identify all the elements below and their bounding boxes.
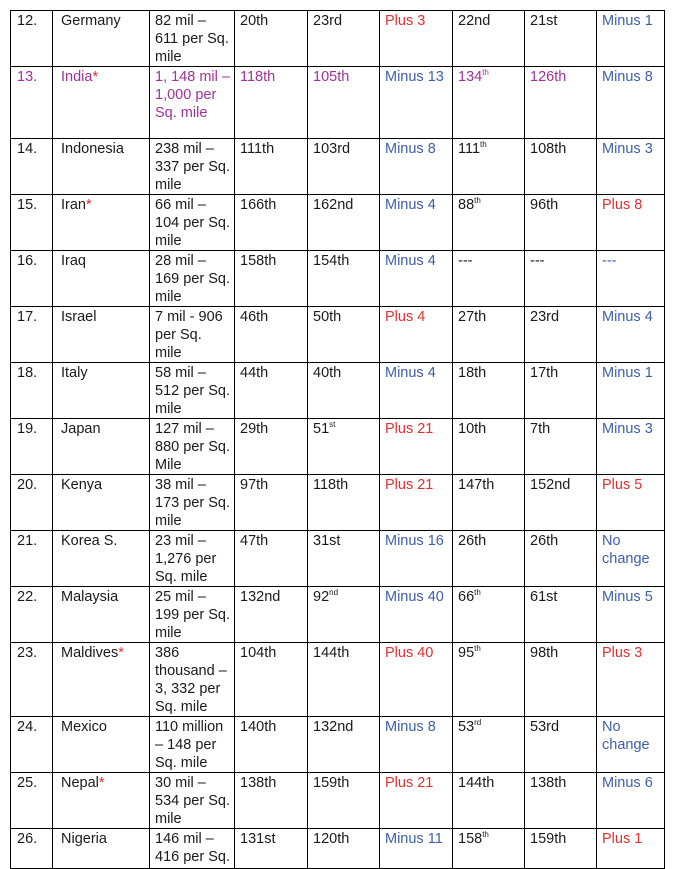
row-number: 19. xyxy=(11,419,53,475)
rank-change-2: No change xyxy=(597,717,665,773)
rank-1: 20th xyxy=(235,11,308,67)
table-row xyxy=(11,773,665,829)
table-row xyxy=(11,307,665,363)
rank-4: 96th xyxy=(525,195,597,251)
table-row xyxy=(11,643,665,717)
population-density: 30 mil – 534 per Sq. mile xyxy=(150,773,235,829)
rank-2: 159th xyxy=(308,773,380,829)
country-name: Nepal* xyxy=(53,773,150,829)
rank-4: 138th xyxy=(525,773,597,829)
row-number: 24. xyxy=(11,717,53,773)
country-name: Japan xyxy=(53,419,150,475)
table-row xyxy=(11,67,665,139)
rank-1: 166th xyxy=(235,195,308,251)
row-number: 23. xyxy=(11,643,53,717)
rank-4: 61st xyxy=(525,587,597,643)
rank-1: 132nd xyxy=(235,587,308,643)
population-density: 7 mil - 906 per Sq. mile xyxy=(150,307,235,363)
rank-3: 95th xyxy=(453,643,525,717)
rank-1: 47th xyxy=(235,531,308,587)
rank-3: 158th xyxy=(453,829,525,869)
rank-change-1: Plus 21 xyxy=(380,419,453,475)
row-number: 13. xyxy=(11,67,53,139)
country-name: Kenya xyxy=(53,475,150,531)
rank-4: 17th xyxy=(525,363,597,419)
rank-1: 111th xyxy=(235,139,308,195)
row-number: 26. xyxy=(11,829,53,869)
population-density: 23 mil – 1,276 per Sq. mile xyxy=(150,531,235,587)
row-number: 12. xyxy=(11,11,53,67)
rank-1: 97th xyxy=(235,475,308,531)
rank-4: 7th xyxy=(525,419,597,475)
rank-2: 103rd xyxy=(308,139,380,195)
rank-2: 40th xyxy=(308,363,380,419)
rank-change-1: Plus 40 xyxy=(380,643,453,717)
country-name: India* xyxy=(53,67,150,139)
row-number: 21. xyxy=(11,531,53,587)
rank-2: 23rd xyxy=(308,11,380,67)
row-number: 14. xyxy=(11,139,53,195)
rank-2: 51st xyxy=(308,419,380,475)
population-density: 66 mil – 104 per Sq. mile xyxy=(150,195,235,251)
population-density: 1, 148 mil – 1,000 per Sq. mile xyxy=(150,67,235,139)
rank-1: 131st xyxy=(235,829,308,869)
rank-1: 29th xyxy=(235,419,308,475)
table-body xyxy=(11,11,665,869)
country-name: Italy xyxy=(53,363,150,419)
rank-2: 162nd xyxy=(308,195,380,251)
row-number: 18. xyxy=(11,363,53,419)
row-number: 16. xyxy=(11,251,53,307)
rank-4: 53rd xyxy=(525,717,597,773)
country-name: Iran* xyxy=(53,195,150,251)
rank-3: 147th xyxy=(453,475,525,531)
row-number: 20. xyxy=(11,475,53,531)
rank-change-2: Plus 1 xyxy=(597,829,665,869)
rank-3: 111th xyxy=(453,139,525,195)
table-row xyxy=(11,475,665,531)
rank-2: 105th xyxy=(308,67,380,139)
rank-change-2: No change xyxy=(597,531,665,587)
rank-4: 21st xyxy=(525,11,597,67)
row-number: 15. xyxy=(11,195,53,251)
rank-change-2: Minus 1 xyxy=(597,11,665,67)
rank-4: 159th xyxy=(525,829,597,869)
rank-change-2: Minus 1 xyxy=(597,363,665,419)
country-name: Maldives* xyxy=(53,643,150,717)
rank-2: 31st xyxy=(308,531,380,587)
rank-3: 18th xyxy=(453,363,525,419)
country-name: Iraq xyxy=(53,251,150,307)
table-row xyxy=(11,195,665,251)
rank-4: 98th xyxy=(525,643,597,717)
population-density: 127 mil – 880 per Sq. Mile xyxy=(150,419,235,475)
rank-3: 134th xyxy=(453,67,525,139)
rank-1: 104th xyxy=(235,643,308,717)
rank-change-1: Minus 4 xyxy=(380,251,453,307)
country-ranking-table xyxy=(10,10,665,869)
population-density: 25 mil – 199 per Sq. mile xyxy=(150,587,235,643)
rank-4: 152nd xyxy=(525,475,597,531)
country-name: Malaysia xyxy=(53,587,150,643)
rank-1: 158th xyxy=(235,251,308,307)
rank-change-1: Minus 4 xyxy=(380,195,453,251)
rank-change-2: Minus 3 xyxy=(597,139,665,195)
rank-change-2: --- xyxy=(597,251,665,307)
rank-4: --- xyxy=(525,251,597,307)
note-marker: * xyxy=(98,775,105,791)
population-density: 28 mil – 169 per Sq. mile xyxy=(150,251,235,307)
rank-3: 144th xyxy=(453,773,525,829)
rank-3: 88th xyxy=(453,195,525,251)
table-row xyxy=(11,419,665,475)
country-name: Nigeria xyxy=(53,829,150,869)
population-density: 386 thousand – 3, 332 per Sq. mile xyxy=(150,643,235,717)
rank-3: 26th xyxy=(453,531,525,587)
rank-3: 66th xyxy=(453,587,525,643)
rank-change-2: Minus 5 xyxy=(597,587,665,643)
rank-change-1: Plus 3 xyxy=(380,11,453,67)
row-number: 25. xyxy=(11,773,53,829)
country-name: Korea S. xyxy=(53,531,150,587)
table-row xyxy=(11,829,665,869)
rank-change-2: Plus 8 xyxy=(597,195,665,251)
row-number: 17. xyxy=(11,307,53,363)
rank-4: 108th xyxy=(525,139,597,195)
rank-3: --- xyxy=(453,251,525,307)
rank-1: 140th xyxy=(235,717,308,773)
rank-change-1: Minus 11 xyxy=(380,829,453,869)
table-row xyxy=(11,139,665,195)
table-row xyxy=(11,587,665,643)
population-density: 82 mil – 611 per Sq. mile xyxy=(150,11,235,67)
rank-4: 126th xyxy=(525,67,597,139)
rank-3: 27th xyxy=(453,307,525,363)
rank-change-2: Minus 3 xyxy=(597,419,665,475)
row-number: 22. xyxy=(11,587,53,643)
rank-2: 132nd xyxy=(308,717,380,773)
rank-change-2: Minus 6 xyxy=(597,773,665,829)
country-name: Israel xyxy=(53,307,150,363)
rank-1: 118th xyxy=(235,67,308,139)
table-row xyxy=(11,11,665,67)
rank-3: 22nd xyxy=(453,11,525,67)
table-row xyxy=(11,531,665,587)
population-density: 146 mil – 416 per Sq. xyxy=(150,829,235,869)
note-marker: * xyxy=(86,197,92,213)
country-name: Germany xyxy=(53,11,150,67)
rank-2: 92nd xyxy=(308,587,380,643)
rank-2: 144th xyxy=(308,643,380,717)
note-marker: * xyxy=(92,69,99,85)
rank-change-2: Plus 5 xyxy=(597,475,665,531)
rank-4: 23rd xyxy=(525,307,597,363)
rank-3: 10th xyxy=(453,419,525,475)
table-row xyxy=(11,717,665,773)
population-density: 238 mil – 337 per Sq. mile xyxy=(150,139,235,195)
note-marker: * xyxy=(118,645,124,661)
rank-change-1: Minus 16 xyxy=(380,531,453,587)
rank-1: 46th xyxy=(235,307,308,363)
country-name: Mexico xyxy=(53,717,150,773)
rank-change-1: Minus 13 xyxy=(380,67,453,139)
population-density: 58 mil – 512 per Sq. mile xyxy=(150,363,235,419)
rank-1: 138th xyxy=(235,773,308,829)
rank-2: 50th xyxy=(308,307,380,363)
rank-4: 26th xyxy=(525,531,597,587)
rank-change-1: Plus 4 xyxy=(380,307,453,363)
rank-2: 120th xyxy=(308,829,380,869)
rank-change-2: Minus 4 xyxy=(597,307,665,363)
population-density: 110 million – 148 per Sq. mile xyxy=(150,717,235,773)
rank-change-1: Minus 8 xyxy=(380,139,453,195)
rank-2: 154th xyxy=(308,251,380,307)
rank-change-1: Plus 21 xyxy=(380,773,453,829)
table-row xyxy=(11,251,665,307)
rank-change-1: Minus 8 xyxy=(380,717,453,773)
rank-change-2: Plus 3 xyxy=(597,643,665,717)
country-name: Indonesia xyxy=(53,139,150,195)
rank-1: 44th xyxy=(235,363,308,419)
rank-change-2: Minus 8 xyxy=(597,67,665,139)
table-row xyxy=(11,363,665,419)
rank-3: 53rd xyxy=(453,717,525,773)
rank-change-1: Minus 40 xyxy=(380,587,453,643)
population-density: 38 mil – 173 per Sq. mile xyxy=(150,475,235,531)
rank-change-1: Minus 4 xyxy=(380,363,453,419)
rank-change-1: Plus 21 xyxy=(380,475,453,531)
rank-2: 118th xyxy=(308,475,380,531)
